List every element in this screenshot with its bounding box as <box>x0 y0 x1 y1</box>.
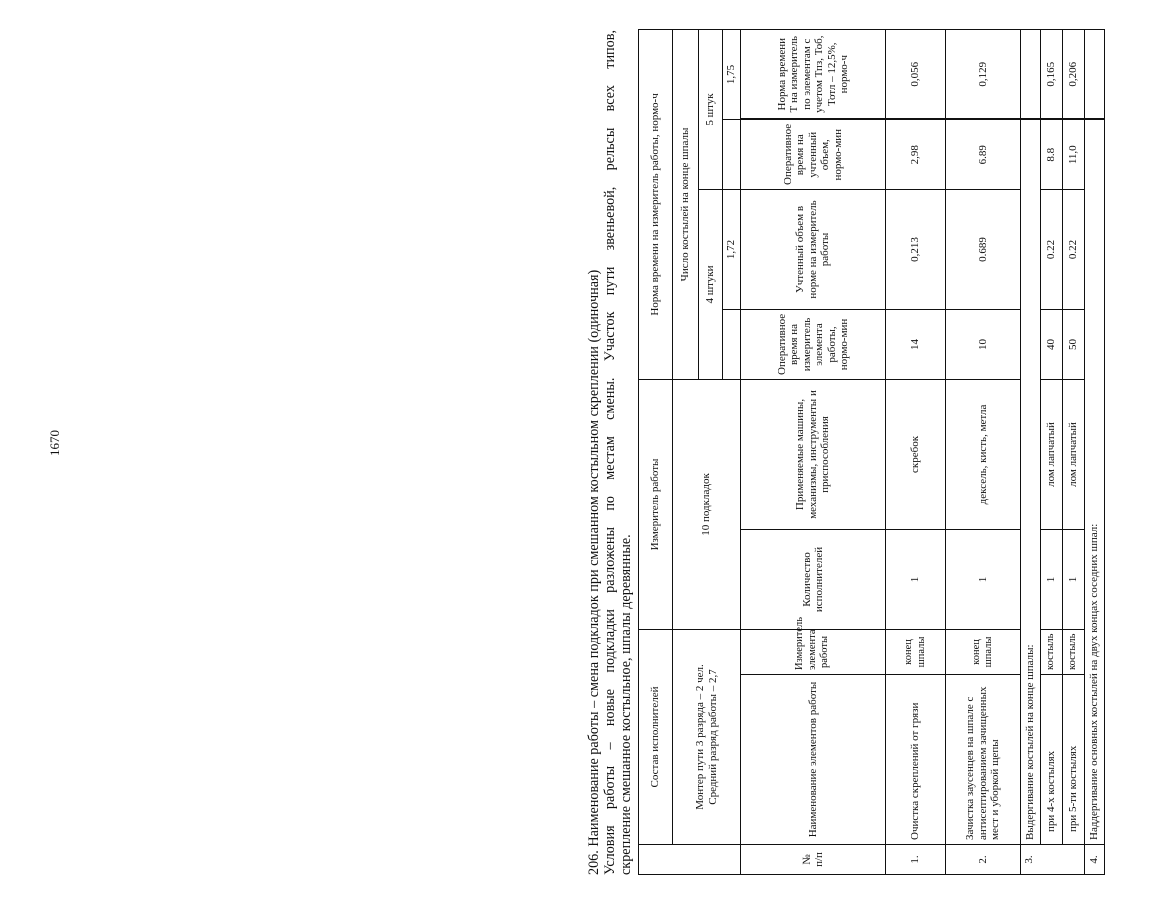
table-row <box>1085 29 1105 874</box>
rotated-page-content <box>586 30 1166 875</box>
row-num: 1. <box>886 845 946 875</box>
row-norm <box>1021 29 1041 119</box>
row-unit: костыль <box>1041 629 1063 674</box>
row-optime: 50 <box>1063 309 1085 379</box>
row-section-title: Наддергивание основных костылей на двух концах соседних шпал: <box>1085 119 1105 844</box>
row-norm: 0,206 <box>1063 29 1085 119</box>
table-row <box>1021 29 1041 874</box>
row-qty: 1 <box>946 529 1021 629</box>
row-name: Очистка скреплений от грязи <box>886 675 946 845</box>
row-norm <box>1085 29 1105 119</box>
row-name: при 5-ти костылях <box>1063 675 1085 845</box>
table-row <box>946 29 1021 874</box>
five-spikes-label: 5 штук <box>699 29 723 189</box>
row-tools: дексель, кисть, метла <box>946 379 1021 529</box>
row-unit: конец шпалы <box>946 629 1021 674</box>
meter-value: 10 подкладок <box>673 379 741 629</box>
table-row <box>1063 29 1085 874</box>
col-unit-header: Измеритель элемента работы <box>741 629 886 674</box>
row-tools: скребок <box>886 379 946 529</box>
work-title: 206. Наименование работы – смена подкладок при смешанном костыльном скреплении (одиночная) <box>586 269 602 875</box>
row-tools: лом лапчатый <box>1041 379 1063 529</box>
col-opvol-header: Оперативное время на учтенный объем, нормо-мин <box>741 119 886 189</box>
work-conditions: Условия работы – новые подкладки разложены по местам смены. Участок пути звеньевой, рельсы всех типов, <box>602 30 618 875</box>
col-norm-header: Норма времени Т на измеритель по элементам с учетом Тпз, Тоб, Тотл – 12,5%, нормо-ч <box>741 29 886 119</box>
row-norm: 0,056 <box>886 29 946 119</box>
row-opvol: 6.89 <box>946 119 1021 189</box>
spacer <box>723 119 741 189</box>
row-volume: 0.22 <box>1063 189 1085 309</box>
row-volume: 0.22 <box>1041 189 1063 309</box>
spikes-header: Число костылей на конце шпалы <box>673 29 699 379</box>
col-optime-header: Оперативное время на измеритель элемента работы, нормо-мин <box>741 309 886 379</box>
row-volume: 0.689 <box>946 189 1021 309</box>
row-num: 3. <box>1021 845 1085 875</box>
row-optime: 14 <box>886 309 946 379</box>
col-tools-header: Применяемые машины, механизмы, инструменты и приспособления <box>741 379 886 529</box>
row-name: Зачистка заусенцев на шпале с антисептированием зачищенных мест и уборкой щепы <box>946 675 1021 845</box>
meter-header: Измеритель работы <box>639 379 673 629</box>
page-number: 1670 <box>47 430 62 456</box>
row-opvol: 2,98 <box>886 119 946 189</box>
row-num: 2. <box>946 845 1021 875</box>
composition-header: Состав исполнителей <box>639 629 673 844</box>
row-optime: 10 <box>946 309 1021 379</box>
row-tools: лом лапчатый <box>1063 379 1085 529</box>
col-volume-header: Учтенный объем в норме на измеритель работы <box>741 189 886 309</box>
row-norm: 0,165 <box>1041 29 1063 119</box>
table-row <box>1041 29 1063 874</box>
row-qty: 1 <box>1041 529 1063 629</box>
row-name: при 4-х костылях <box>1041 675 1063 845</box>
spacer <box>723 309 741 379</box>
composition-value: Монтер пути 3 разряда – 2 чел. Средний разряд работы – 2,7 <box>673 629 741 844</box>
norms-table <box>638 29 1105 875</box>
row-opvol: 11,0 <box>1063 119 1085 189</box>
col-name-header: Наименование элементов работы <box>741 675 886 845</box>
row-volume: 0,213 <box>886 189 946 309</box>
work-conditions-cont: скрепление смешанное костыльное, шпалы деревянные. <box>618 534 634 875</box>
row-opvol: 8.8 <box>1041 119 1063 189</box>
row-norm: 0,129 <box>946 29 1021 119</box>
row-num: 4. <box>1085 845 1105 875</box>
blank-corner <box>639 845 741 875</box>
norm-five-spikes: 1,75 <box>723 29 741 119</box>
norm-four-spikes: 1,72 <box>723 189 741 309</box>
row-unit: конец шпалы <box>886 629 946 674</box>
four-spikes-label: 4 штуки <box>699 189 723 379</box>
row-unit: костыль <box>1063 629 1085 674</box>
row-section-title: Выдергивание костылей на конце шпалы: <box>1021 119 1041 844</box>
norm-header: Норма времени на измеритель работы, нормо-ч <box>639 29 673 379</box>
row-optime: 40 <box>1041 309 1063 379</box>
col-num-header: № п/п <box>741 845 886 875</box>
row-qty: 1 <box>1063 529 1085 629</box>
table-row <box>886 29 946 874</box>
document-heading <box>586 30 634 875</box>
col-qty-header: Количество исполнителей <box>741 529 886 629</box>
row-qty: 1 <box>886 529 946 629</box>
